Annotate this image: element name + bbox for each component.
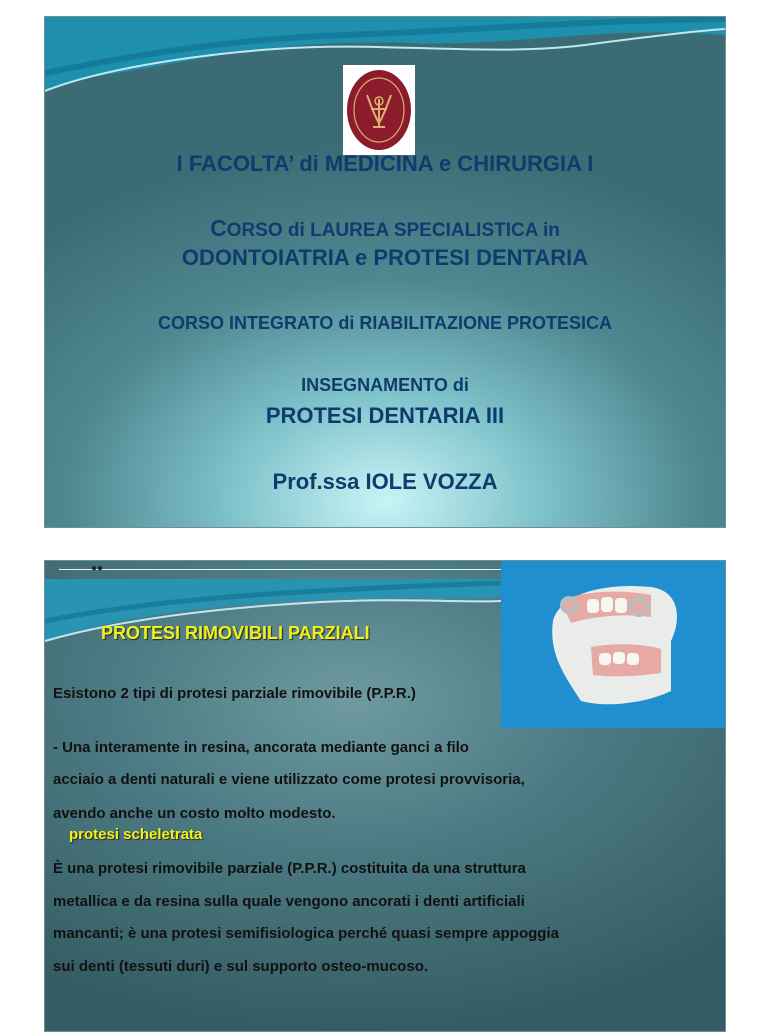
resin-text-line: acciaio a denti naturali e viene utilizzato come protesi provvisoria,: [53, 771, 525, 788]
resin-text-line: avendo anche un costo molto modesto.: [53, 805, 336, 822]
teaching-name: PROTESI DENTARIA III: [265, 403, 505, 428]
skeletal-text-line: metallica e da resina sulla quale vengono ancorati i denti artificiali: [53, 893, 525, 910]
teaching-label: INSEGNAMENTO di: [301, 375, 469, 395]
intro-text: Esistono 2 tipi di protesi parziale rimovibile (P.P.R.): [53, 685, 416, 702]
title-slide: [44, 16, 726, 528]
university-seal-logo: [343, 65, 415, 155]
integrated-course-heading: CORSO INTEGRATO di RIABILITAZIONE PROTESICA: [157, 313, 612, 333]
slide-title: PROTESI RIMOVIBILI PARZIALI: [101, 623, 370, 643]
degree-course-line2: ODONTOIATRIA e PROTESI DENTARIA: [181, 245, 589, 270]
clip-art-eyes-icon: ●●: [91, 563, 104, 574]
degree-course-line1: [45, 215, 725, 242]
skeletal-text-line: È una protesi rimovibile parziale (P.P.R.) costituita da una struttura: [53, 860, 526, 877]
degree-initial-cap: C: [210, 215, 227, 241]
professor-name: Prof.ssa IOLE VOZZA: [272, 469, 498, 494]
partial-denture-photo: [501, 561, 725, 728]
faculty-heading: I FACOLTA’ di MEDICINA e CHIRURGIA I: [176, 151, 594, 176]
skeletal-text-line: mancanti; è una protesi semifisiologica perché quasi sempre appoggia: [53, 925, 559, 942]
skeletal-text-line: sui denti (tessuti duri) e sul supporto osteo-mucoso.: [53, 958, 429, 975]
skeletal-denture-heading: protesi scheletrata: [69, 826, 203, 843]
content-slide: [44, 560, 726, 1032]
resin-text-line: - Una interamente in resina, ancorata mediante ganci a filo: [53, 739, 469, 756]
degree-line1-rest: ORSO di LAUREA SPECIALISTICA in: [226, 220, 560, 241]
